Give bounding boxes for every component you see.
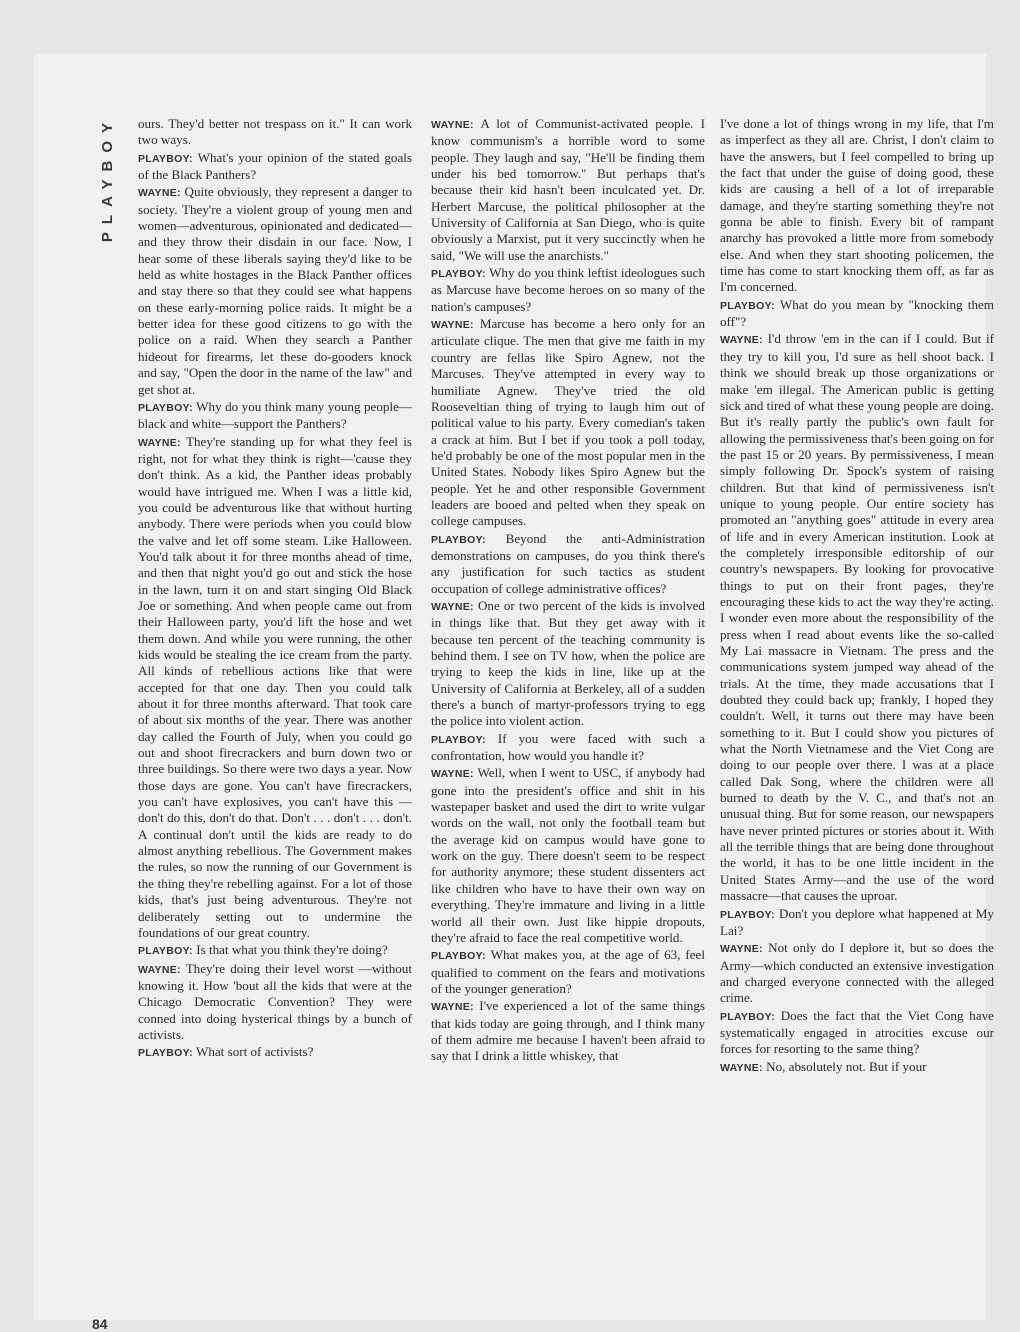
- interview-paragraph: [431, 947, 705, 997]
- paragraph-text: If you were faced with such a confrontation, how would you handle it?: [431, 730, 705, 764]
- paragraph-text: A lot of Communist-activated people. I know communism's a horrible word to some people. They laugh and say, "He'll be finding them under his bed tomorrow." But perhaps that's because their kid hasn't been inculcated yet. Dr. Herbert Marcuse, the political philosopher at the University of California at San Diego, who is quite obviously a Marxist, put it very succinctly when he said, "We will use the anarchists.": [431, 116, 705, 263]
- paragraph-text: Not only do I deplore it, but so does the Army—which conducted an extensive investigation and charged everyone connected with the alleged crime.: [720, 940, 994, 1006]
- speaker-label: PLAYBOY:: [720, 908, 775, 921]
- speaker-label: PLAYBOY:: [720, 299, 775, 312]
- speaker-label: WAYNE:: [431, 1001, 474, 1014]
- speaker-label: WAYNE:: [431, 119, 474, 131]
- paragraph-text: I've done a lot of things wrong in my life, that I'm as imperfect as they all are. Christ, I don't claim to have the answers, but I feel compelled to bring up the fact that under the guise of doing good, these kids are causing a hell of a lot of irreparable damage, and they're starting something they're not gonna be able to finish. Every bit of rampant anarchy has provoked a little more from somebody else. And when they start shooting policemen, the time has come to start knocking them off, as far as I'm concerned.: [720, 116, 994, 295]
- paragraph-text: Well, when I went to USC, if anybody had gone into the president's office and shit in his wastepaper basket and used the dirt to write vulgar words on the wall, not only the football team but the average kid on campus would have gone to work on the guy. There doesn't seem to be respect for authority anymore; these student dissenters act like children who have to have their own way on everything. They're immature and living in a little world all their own. Just like hippie dropouts, they're afraid to face the real competitive world.: [431, 765, 705, 945]
- interview-paragraph: [720, 1059, 994, 1076]
- paragraph-text: They're doing their level worst —without knowing it. How 'bout all the kids that were at the Chicago Democratic Convention? They were conned into doing hysterical things by a bunch of activists.: [138, 960, 412, 1042]
- paragraph-text: Is that what you think they're doing?: [196, 942, 388, 958]
- interview-paragraph: [431, 598, 705, 730]
- interview-paragraph: [431, 265, 705, 315]
- paragraph-text: ours. They'd better not trespass on it." It can work two ways.: [138, 116, 412, 148]
- interview-paragraph: [720, 906, 994, 940]
- paragraph-text: What makes you, at the age of 63, feel qualified to comment on the fears and motivations of the younger generation?: [431, 947, 705, 996]
- paragraph-text: What do you mean by "knocking them off"?: [720, 296, 994, 330]
- paragraph-text: Does the fact that the Viet Cong have systematically engaged in atrocities excuse our forces for resorting to the same thing?: [720, 1007, 994, 1057]
- interview-paragraph: [138, 184, 412, 397]
- speaker-label: PLAYBOY:: [431, 533, 486, 546]
- paragraph-text: I'd throw 'em in the can if I could. But if they try to kill you, I'd sure as hell shoot back. I think we should break up those organizations or make 'em illegal. The American public is getting sick and tired of what these young people are doing. But it's really partly the public's own fault for allowing the permissiveness that's been going on for the past 15 or 20 years. By permissiveness, I mean simply following Dr. Spock's system of raising children. But that kind of permissiveness isn't unique to young people. Our entire society has promoted an "anything goes" attitude in every area of life and in every American institution. Look at the completely irresponsible editorship of our country's newspapers. By looking for provocative things to put on their front pages, they're encouraging these kids to act the way they're acting. I wonder even more about the responsibility of the press when I read about events like the so-called My Lai massacre in Vietnam. The press and the communications system jumped way ahead of the trials. At the time, they made accusations that I doubted they could back up; frankly, I hoped they couldn't. Well, it turns out there may have been something to it. But I could show you pictures of what the North Vietnamese and the Viet Cong are doing to our people over there. I was at a place called Dak Song, where the children were all burned to death by the V. C., and that's not an unusual thing. But for some reason, our newspapers have never printed pictures or stories about it. With all the terrible things that are being done throughout the world, it has to be one little incident in the United States Army—and the use of the word massacre—that causes the uproar.: [720, 331, 995, 904]
- speaker-label: WAYNE:: [720, 1061, 763, 1074]
- interview-paragraph: [431, 531, 705, 597]
- speaker-label: PLAYBOY:: [431, 733, 486, 746]
- interview-paragraph: [720, 331, 994, 904]
- masthead-text: PLAYBOY: [99, 114, 117, 242]
- paragraph-text: Why do you think many young people—black and white—support the Panthers?: [138, 398, 412, 432]
- paragraph-text: They're standing up for what they feel is right, not for what they think is right—'cause they don't think. As a kid, the Panther ideas probably would have intrigued me. When I was a little kid, you could be adventurous like that without hurting anybody. There were periods when you could blow the valve and let off some steam. Like Halloween. You'd talk about it for three months ahead of time, and then that night you'd go out and stick the hose in the lawn, turn it on and start singing Old Black Joe or something. And when people came out from their Halloween party, you'd lift the hose and wet them down. And while you were running, the other kids would be stealing the ice cream from the party. All kinds of rebellious actions like that were accepted for that one day. Then you could talk about it for three months afterward. That took care of about six months of the year. There was another day called the Fourth of July, when you could go out and shoot firecrackers and burn down two or three buildings. So there were two days a year. Now those days are gone. You can't have firecrackers, you can't have explosives, you can't have this —don't do this, don't do that. Don't . . . don't . . . don't. A continual don't until the kids are ready to do almost anything rebellious. The Government makes the rules, so now the running of our Government is the thing they're rebelling against. For a lot of those kids, that's just being adventurous. They're not deliberately setting out to undermine the foundations of our great country.: [138, 433, 412, 940]
- interview-paragraph: [431, 731, 705, 765]
- interview-paragraph: [431, 998, 705, 1064]
- interview-paragraph: [720, 1008, 994, 1058]
- speaker-label: PLAYBOY:: [431, 950, 486, 963]
- speaker-label: WAYNE:: [431, 319, 474, 332]
- interview-paragraph: [431, 765, 705, 946]
- paragraph-text: Quite obviously, they represent a danger to society. They're a violent group of young men and women—adventurous, opinionated and dedicated—and they throw their disdain in our face. Now, I hear some of these liberals saying they'd like to be held as white hostages in the Black Panther offices and stay there so that they could see what happens on these early-morning police raids. It might be a better idea for these good citizens to go with the police on a raid. When they search a Panther hideout for firearms, let these do-gooders knock and say, "Open the door in the name of the law" and get shot at.: [138, 184, 413, 397]
- page-number: 84: [92, 1316, 108, 1332]
- paragraph-text: Marcuse has become a hero only for an articulate clique. The men that give me faith in my country are fellas like Spiro Agnew, not the Marcuses. They've attempted in every way to humiliate Agnew. They've tried the old Rooseveltian thing of trying to laugh him out of political value to his party. Every comedian's taken a crack at him. But I bet if you took a poll today, he'd probably be one of the most popular men in the United States. Nobody likes Spiro Agnew but the people. Yet he and other responsible Government leaders are booed and pelted when they speak on college campuses.: [431, 316, 705, 529]
- interview-paragraph: [138, 1044, 412, 1061]
- speaker-label: PLAYBOY:: [720, 1010, 775, 1023]
- interview-paragraph: [138, 434, 412, 942]
- speaker-label: WAYNE:: [138, 963, 181, 976]
- paragraph-text: One or two percent of the kids is involved in things like that. But they get away with it because ten percent of the teaching community is behind them. I see on TV how, when the police are trying to keep the kids in line, like up at the University of California at Berkeley, all of a sudden there's a bunch of martyr-professors trying to egg the police into violent action.: [431, 597, 705, 729]
- speaker-label: PLAYBOY:: [431, 268, 486, 281]
- interview-paragraph: [720, 297, 994, 331]
- text-column-2: [431, 116, 705, 1066]
- speaker-label: WAYNE:: [138, 187, 181, 200]
- speaker-label: WAYNE:: [138, 436, 181, 449]
- speaker-label: WAYNE:: [431, 600, 474, 613]
- paragraph-text: No, absolutely not. But if your: [766, 1058, 927, 1074]
- paragraph-text: I've experienced a lot of the same things that kids today are going through, and I think many of them admire me because I haven't been afraid to say that I drink a little whiskey, that: [431, 998, 705, 1064]
- interview-paragraph: [138, 942, 412, 959]
- interview-paragraph: [431, 316, 705, 529]
- paragraph-text: What's your opinion of the stated goals of the Black Panthers?: [138, 149, 412, 183]
- speaker-label: PLAYBOY:: [138, 401, 193, 414]
- interview-paragraph: [138, 961, 412, 1044]
- text-column-1: [138, 116, 412, 1063]
- paragraph-text: Why do you think leftist ideologues such as Marcuse have become heroes on so many of the nation's campuses?: [431, 265, 706, 314]
- speaker-label: WAYNE:: [720, 334, 763, 347]
- text-column-3: [720, 116, 994, 1077]
- interview-paragraph: [431, 116, 705, 264]
- masthead: [94, 114, 122, 242]
- speaker-label: PLAYBOY:: [138, 152, 193, 165]
- interview-paragraph: [138, 150, 412, 184]
- magazine-page: [34, 54, 995, 1332]
- interview-paragraph: [138, 399, 412, 433]
- speaker-label: WAYNE:: [431, 768, 474, 781]
- paragraph-text: Beyond the anti-Administration demonstrations on campuses, do you think there's any justification for such tactics as student occupation of college administrative offices?: [431, 530, 705, 596]
- speaker-label: PLAYBOY:: [138, 945, 193, 958]
- speaker-label: WAYNE:: [720, 943, 763, 956]
- interview-paragraph: [720, 940, 994, 1006]
- interview-paragraph: [720, 116, 994, 296]
- paragraph-text: Don't you deplore what happened at My Lai?: [720, 905, 994, 938]
- speaker-label: PLAYBOY:: [138, 1047, 193, 1060]
- interview-paragraph: [138, 116, 412, 149]
- paragraph-text: What sort of activists?: [195, 1044, 314, 1060]
